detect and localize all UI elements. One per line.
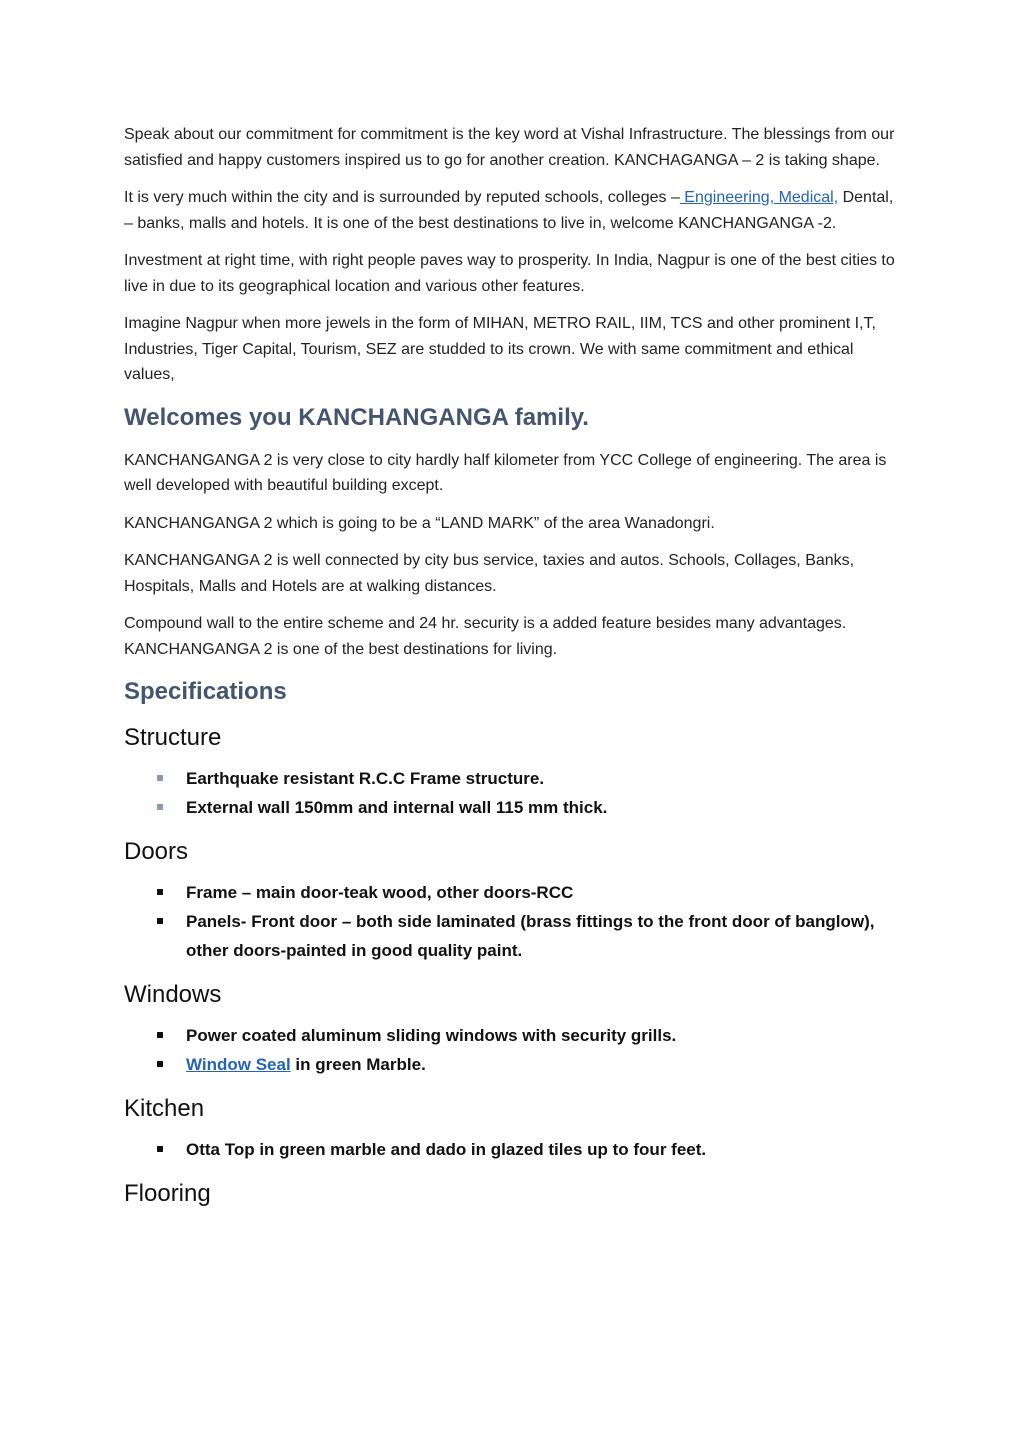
- doors-heading: Doors: [124, 838, 189, 865]
- document-page: [124, 122, 900, 1220]
- windows-item-1: Power coated aluminum sliding windows with security grills.: [186, 1026, 677, 1045]
- structure-heading: Structure: [124, 724, 222, 751]
- window-seal-link[interactable]: Window Seal: [186, 1055, 291, 1074]
- specifications-heading: Specifications: [124, 678, 287, 705]
- windows-item-2-text: in green Marble.: [290, 1055, 426, 1074]
- doors-list: [124, 878, 900, 965]
- intro-paragraph-2-text-after: Dental, – banks, malls and hotels. It is one of the best destinations to live in, welcome KANCHANGANGA -2.: [124, 189, 894, 232]
- bullet-icon: [157, 1032, 163, 1038]
- intro-paragraph-3: Investment at right time, with right people paves way to prosperity. In India, Nagpur is one of the best cities to live in due to its geographical location and various other features.: [124, 252, 895, 295]
- structure-item-2: External wall 150mm and internal wall 115 mm thick.: [186, 798, 608, 817]
- kitchen-list: [124, 1135, 900, 1164]
- list-item: [124, 907, 900, 965]
- windows-list: [124, 1021, 900, 1079]
- intro-paragraph-4: Imagine Nagpur when more jewels in the form of MIHAN, METRO RAIL, IIM, TCS and other prominent I,T, Industries, Tiger Capital, Tourism, SEZ are studded to its crown. We with same commitment and ethical values,: [124, 315, 876, 383]
- intro-paragraph-2: [124, 185, 900, 236]
- bullet-icon: [157, 918, 163, 924]
- bullet-icon: [157, 775, 163, 781]
- welcome-paragraph-4: Compound wall to the entire scheme and 24 hr. security is a added feature besides many advantages. KANCHANGANGA 2 is one of the best destinations for living.: [124, 615, 847, 658]
- list-item: [124, 1021, 900, 1050]
- bullet-icon: [157, 1146, 163, 1152]
- list-item: [124, 1135, 900, 1164]
- structure-item-1: Earthquake resistant R.C.C Frame structure.: [186, 769, 545, 788]
- kitchen-item-1: Otta Top in green marble and dado in glazed tiles up to four feet.: [186, 1140, 707, 1159]
- doors-item-1: Frame – main door-teak wood, other doors-RCC: [186, 883, 574, 902]
- intro-paragraph-2-text-before: It is very much within the city and is surrounded by reputed schools, colleges –: [124, 189, 680, 206]
- bullet-icon: [157, 804, 163, 810]
- welcome-heading: Welcomes you KANCHANGANGA family.: [124, 403, 589, 431]
- kitchen-heading: Kitchen: [124, 1095, 205, 1122]
- flooring-heading: Flooring: [124, 1180, 211, 1207]
- doors-item-2: Panels- Front door – both side laminated (brass fittings to the front door of banglow), other doors-painted in good quality paint.: [186, 912, 875, 960]
- structure-list: [124, 764, 900, 822]
- intro-paragraph-1: Speak about our commitment for commitment is the key word at Vishal Infrastructure. The blessings from our satisfied and happy customers inspired us to go for another creation. KANCHAGANGA – 2 is taking shape.: [124, 126, 895, 169]
- windows-heading: Windows: [124, 981, 222, 1008]
- welcome-paragraph-1: KANCHANGANGA 2 is very close to city hardly half kilometer from YCC College of engineering. The area is well developed with beautiful building except.: [124, 451, 887, 494]
- welcome-paragraph-2: KANCHANGANGA 2 which is going to be a “LAND MARK” of the area Wanadongri.: [124, 514, 715, 532]
- list-item: [124, 793, 900, 822]
- list-item: [124, 764, 900, 793]
- bullet-icon: [157, 889, 163, 895]
- list-item: [124, 1050, 900, 1079]
- list-item: [124, 878, 900, 907]
- welcome-paragraph-3: KANCHANGANGA 2 is well connected by city bus service, taxies and autos. Schools, Collages, Banks, Hospitals, Malls and Hotels are at walking distances.: [124, 552, 855, 595]
- bullet-icon: [157, 1061, 163, 1067]
- engineering-medical-link[interactable]: Engineering, Medical,: [679, 189, 839, 206]
